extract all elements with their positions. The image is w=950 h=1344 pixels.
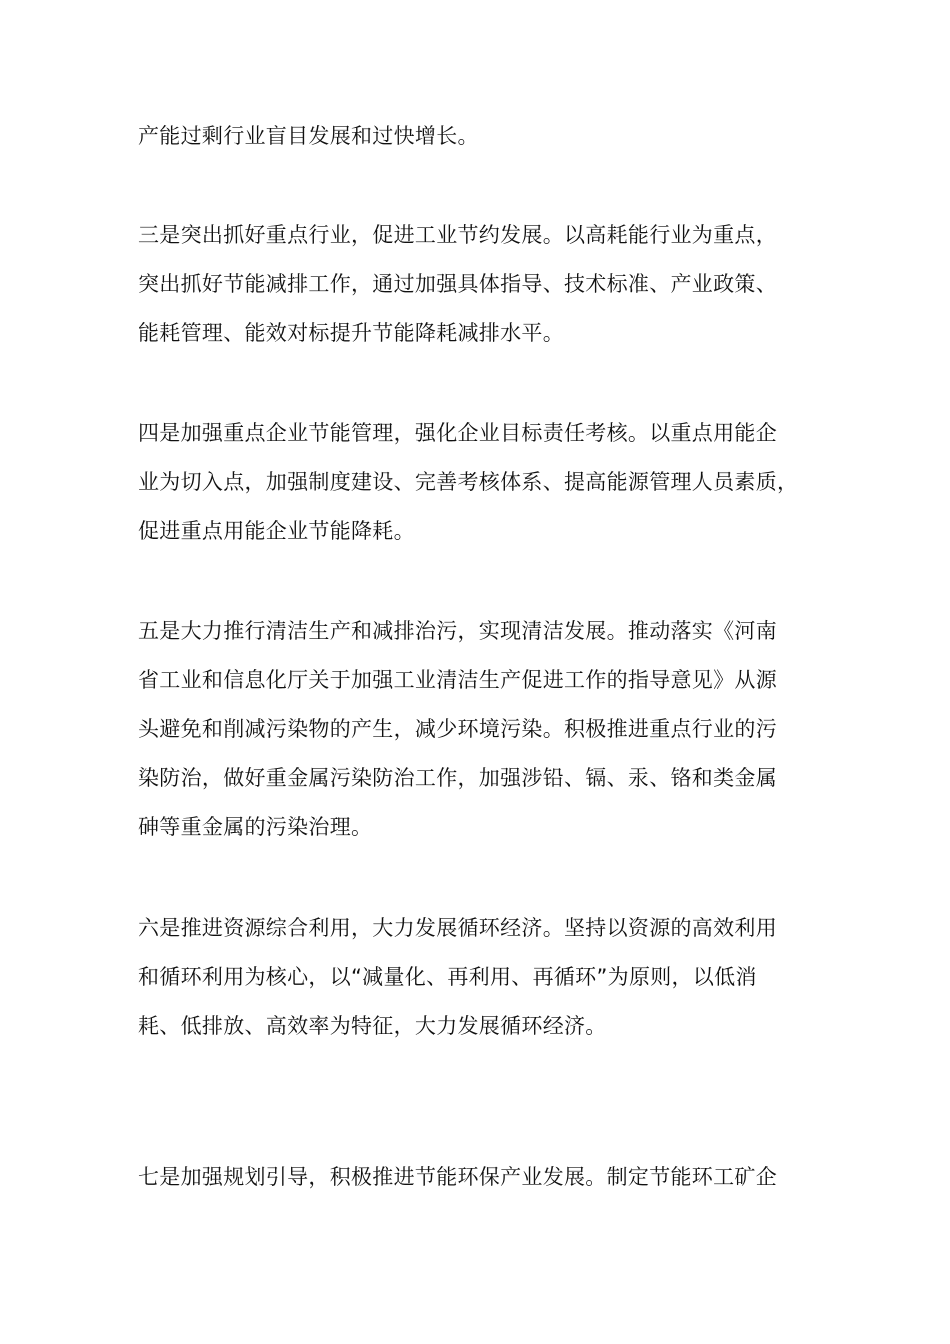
text-line: 促进重点用能企业节能降耗。 — [138, 519, 415, 543]
paragraph-point-four — [138, 409, 828, 556]
text-line: 能耗管理、能效对标提升节能降耗减排水平。 — [138, 321, 564, 345]
text-line: 产能过剩行业盲目发展和过快增长。 — [138, 124, 479, 148]
paragraph-point-five — [138, 607, 828, 852]
text-line: 四是加强重点企业节能管理，强化企业目标责任考核。以重点用能企 — [138, 421, 777, 445]
text-line: 染防治，做好重金属污染防治工作，加强涉铅、镉、汞、铬和类金属 — [138, 766, 777, 790]
text-line: 五是大力推行清洁生产和减排治污，实现清洁发展。推动落实《河南 — [138, 619, 777, 643]
text-line: 业为切入点，加强制度建设、完善考核体系、提高能源管理人员素质， — [138, 470, 799, 494]
text-line: 七是加强规划引导，积极推进节能环保产业发展。制定节能环工矿企 — [138, 1165, 777, 1189]
paragraph-continuation — [138, 112, 828, 161]
text-line: 头避免和削减污染物的产生，减少环境污染。积极推进重点行业的污 — [138, 717, 777, 741]
paragraph-point-three — [138, 211, 828, 358]
text-line: 突出抓好节能减排工作，通过加强具体指导、技术标准、产业政策、 — [138, 272, 777, 296]
text-line: 六是推进资源综合利用，大力发展循环经济。坚持以资源的高效利用 — [138, 916, 777, 940]
text-line: 砷等重金属的污染治理。 — [138, 815, 373, 839]
paragraph-point-seven — [138, 1153, 828, 1202]
text-line: 和循环利用为核心，以“减量化、再利用、再循环”为原则，以低消 — [138, 965, 757, 989]
text-line: 省工业和信息化厅关于加强工业清洁生产促进工作的指导意见》从源 — [138, 668, 777, 692]
text-line: 三是突出抓好重点行业，促进工业节约发展。以高耗能行业为重点， — [138, 223, 777, 247]
text-line: 耗、低排放、高效率为特征，大力发展循环经济。 — [138, 1014, 607, 1038]
paragraph-point-six — [138, 904, 828, 1051]
